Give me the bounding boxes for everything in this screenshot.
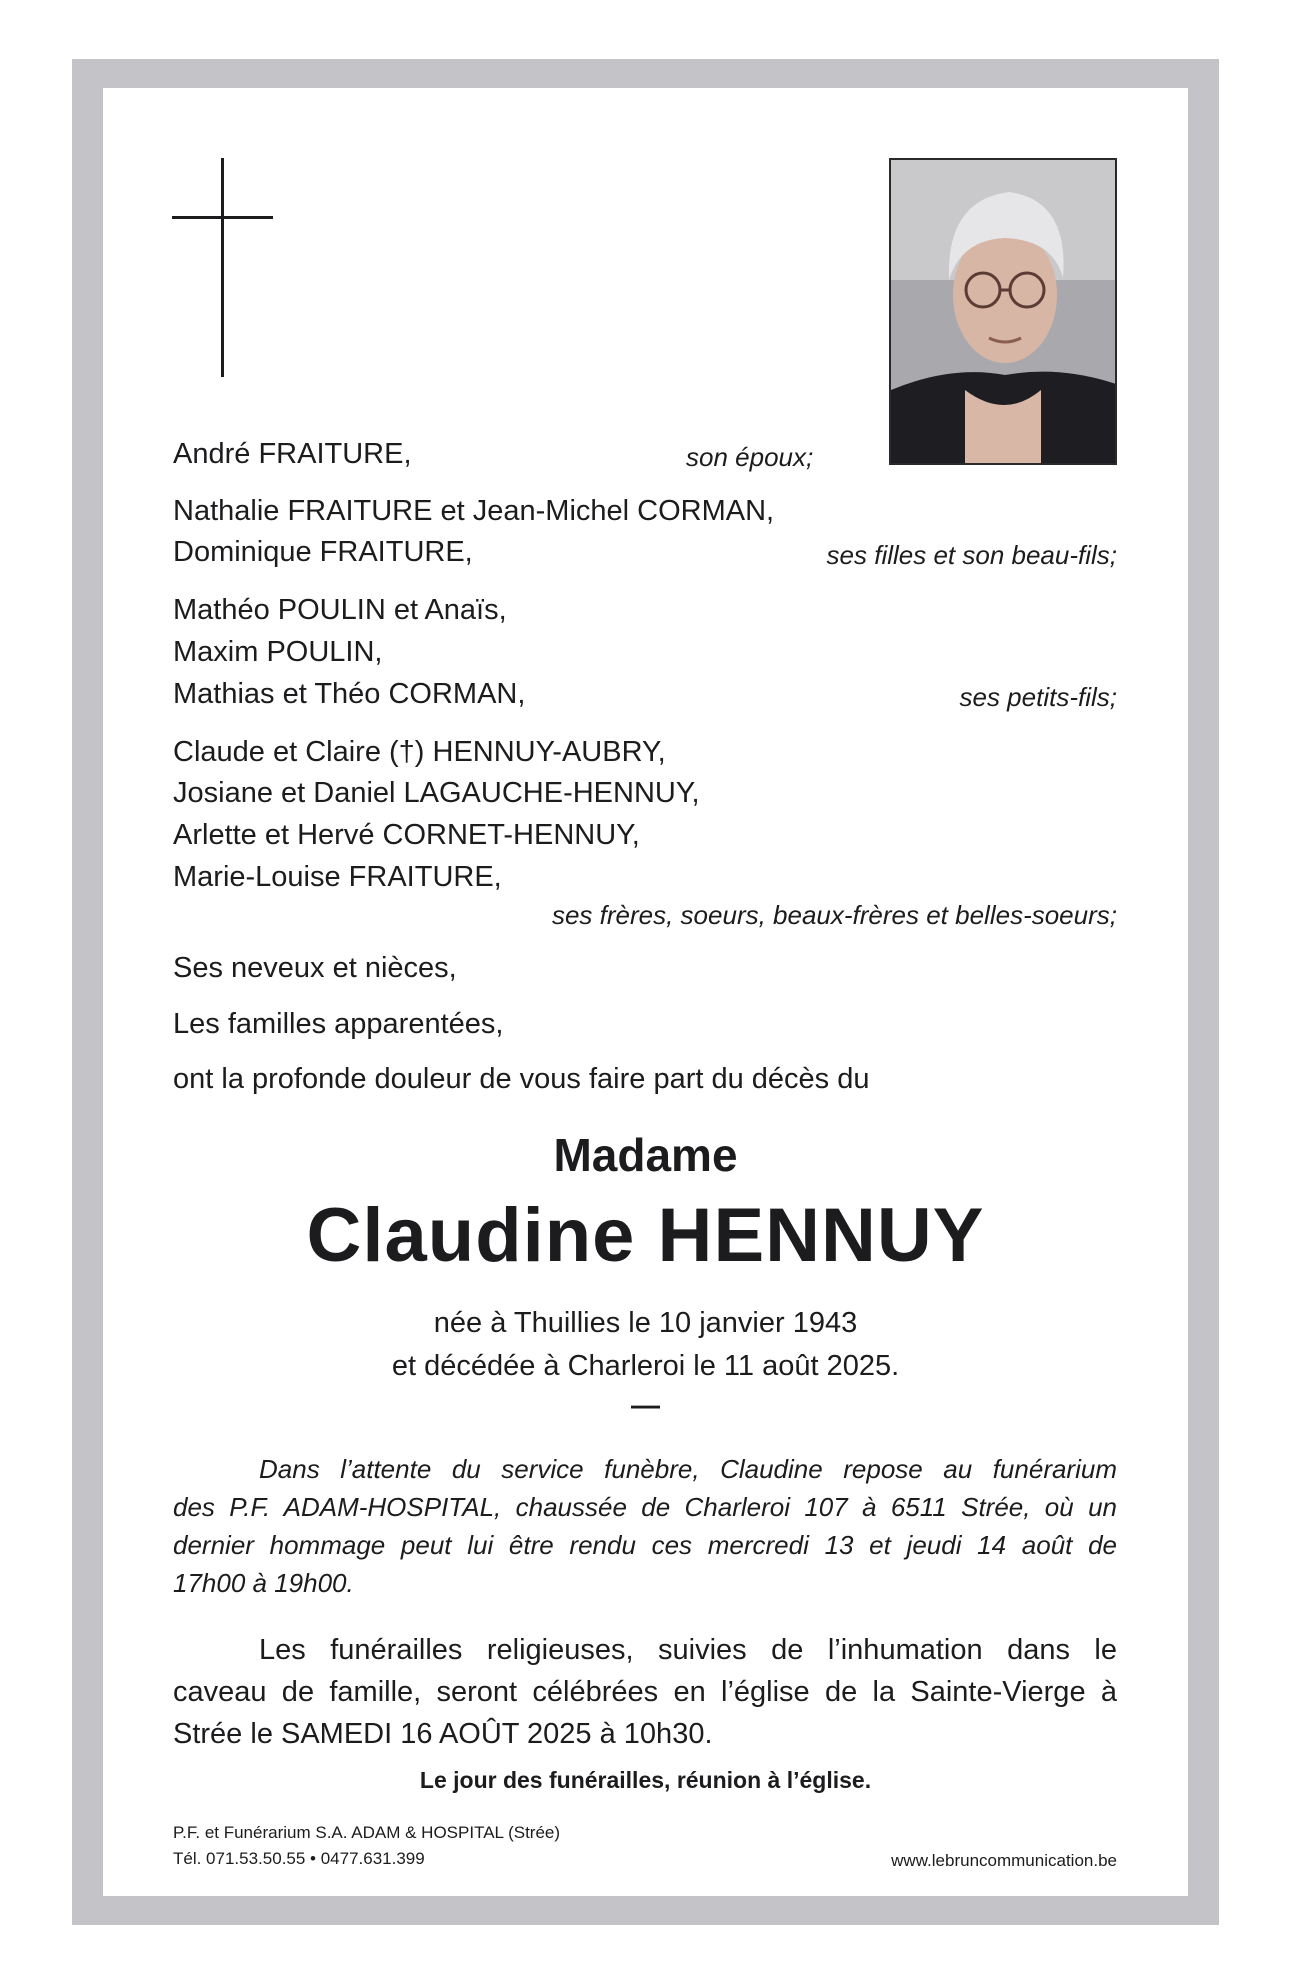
role-siblings: ses frères, soeurs, beaux-frères et belles-soeurs; [551, 900, 1117, 930]
funeral-line-1: Les funérailles religieuses, suivies de l’inhumation dans le [259, 1634, 1117, 1666]
portrait-photo [889, 158, 1117, 465]
footer-website[interactable]: www.lebruncommunication.be [891, 1851, 1117, 1870]
deceased-name: Claudine HENNUY [306, 1193, 985, 1278]
deceased-title: Madame [553, 1129, 738, 1181]
wake-line-1: Dans l’attente du service funèbre, Claudine repose au funérarium [259, 1454, 1117, 1484]
family-grandson-3: Mathias et Théo CORMAN, [173, 678, 526, 710]
families-line: Les familles apparentées, [173, 1008, 504, 1040]
family-sibling-1: Claude et Claire (†) HENNUY-AUBRY, [173, 736, 666, 768]
funeral-line-2: caveau de famille, seront célébrées en l’église de la Sainte-Vierge à [173, 1676, 1117, 1708]
funeral-line-3: Strée le SAMEDI 16 AOÛT 2025 à 10h30. [173, 1718, 713, 1750]
announcement-line: ont la profonde douleur de vous faire part du décès du [173, 1063, 870, 1095]
footer-phone: Tél. 071.53.50.55 • 0477.631.399 [173, 1849, 425, 1868]
cross-icon-bar [172, 216, 273, 219]
family-grandson-2: Maxim POULIN, [173, 636, 383, 668]
family-grandson-1: Mathéo POULIN et Anaïs, [173, 594, 507, 626]
family-sibling-4: Marie-Louise FRAITURE, [173, 861, 502, 893]
footer-company: P.F. et Funérarium S.A. ADAM & HOSPITAL (Strée) [173, 1823, 561, 1842]
role-daughters: ses filles et son beau-fils; [826, 540, 1117, 570]
cross-icon [221, 158, 224, 377]
nephews-line: Ses neveux et nièces, [173, 952, 457, 984]
role-spouse: son époux; [686, 442, 814, 472]
family-sibling-3: Arlette et Hervé CORNET-HENNUY, [173, 819, 640, 851]
family-spouse: André FRAITURE, [173, 438, 412, 470]
birth-line: née à Thuillies le 10 janvier 1943 [433, 1307, 858, 1339]
portrait-image [891, 160, 1117, 465]
separator: — [631, 1390, 660, 1422]
family-daughter-2: Dominique FRAITURE, [173, 536, 473, 568]
family-daughter-1: Nathalie FRAITURE et Jean-Michel CORMAN, [173, 495, 775, 527]
meeting-note: Le jour des funérailles, réunion à l’église. [419, 1767, 872, 1793]
family-sibling-2: Josiane et Daniel LAGAUCHE-HENNUY, [173, 777, 700, 809]
wake-line-2: des P.F. ADAM-HOSPITAL, chaussée de Charleroi 107 à 6511 Strée, où un [173, 1492, 1117, 1522]
wake-line-3: dernier hommage peut lui être rendu ces mercredi 13 et jeudi 14 août de [173, 1530, 1117, 1560]
wake-line-4: 17h00 à 19h00. [173, 1568, 354, 1598]
role-grandsons: ses petits-fils; [959, 682, 1117, 712]
death-line: et décédée à Charleroi le 11 août 2025. [391, 1350, 900, 1382]
